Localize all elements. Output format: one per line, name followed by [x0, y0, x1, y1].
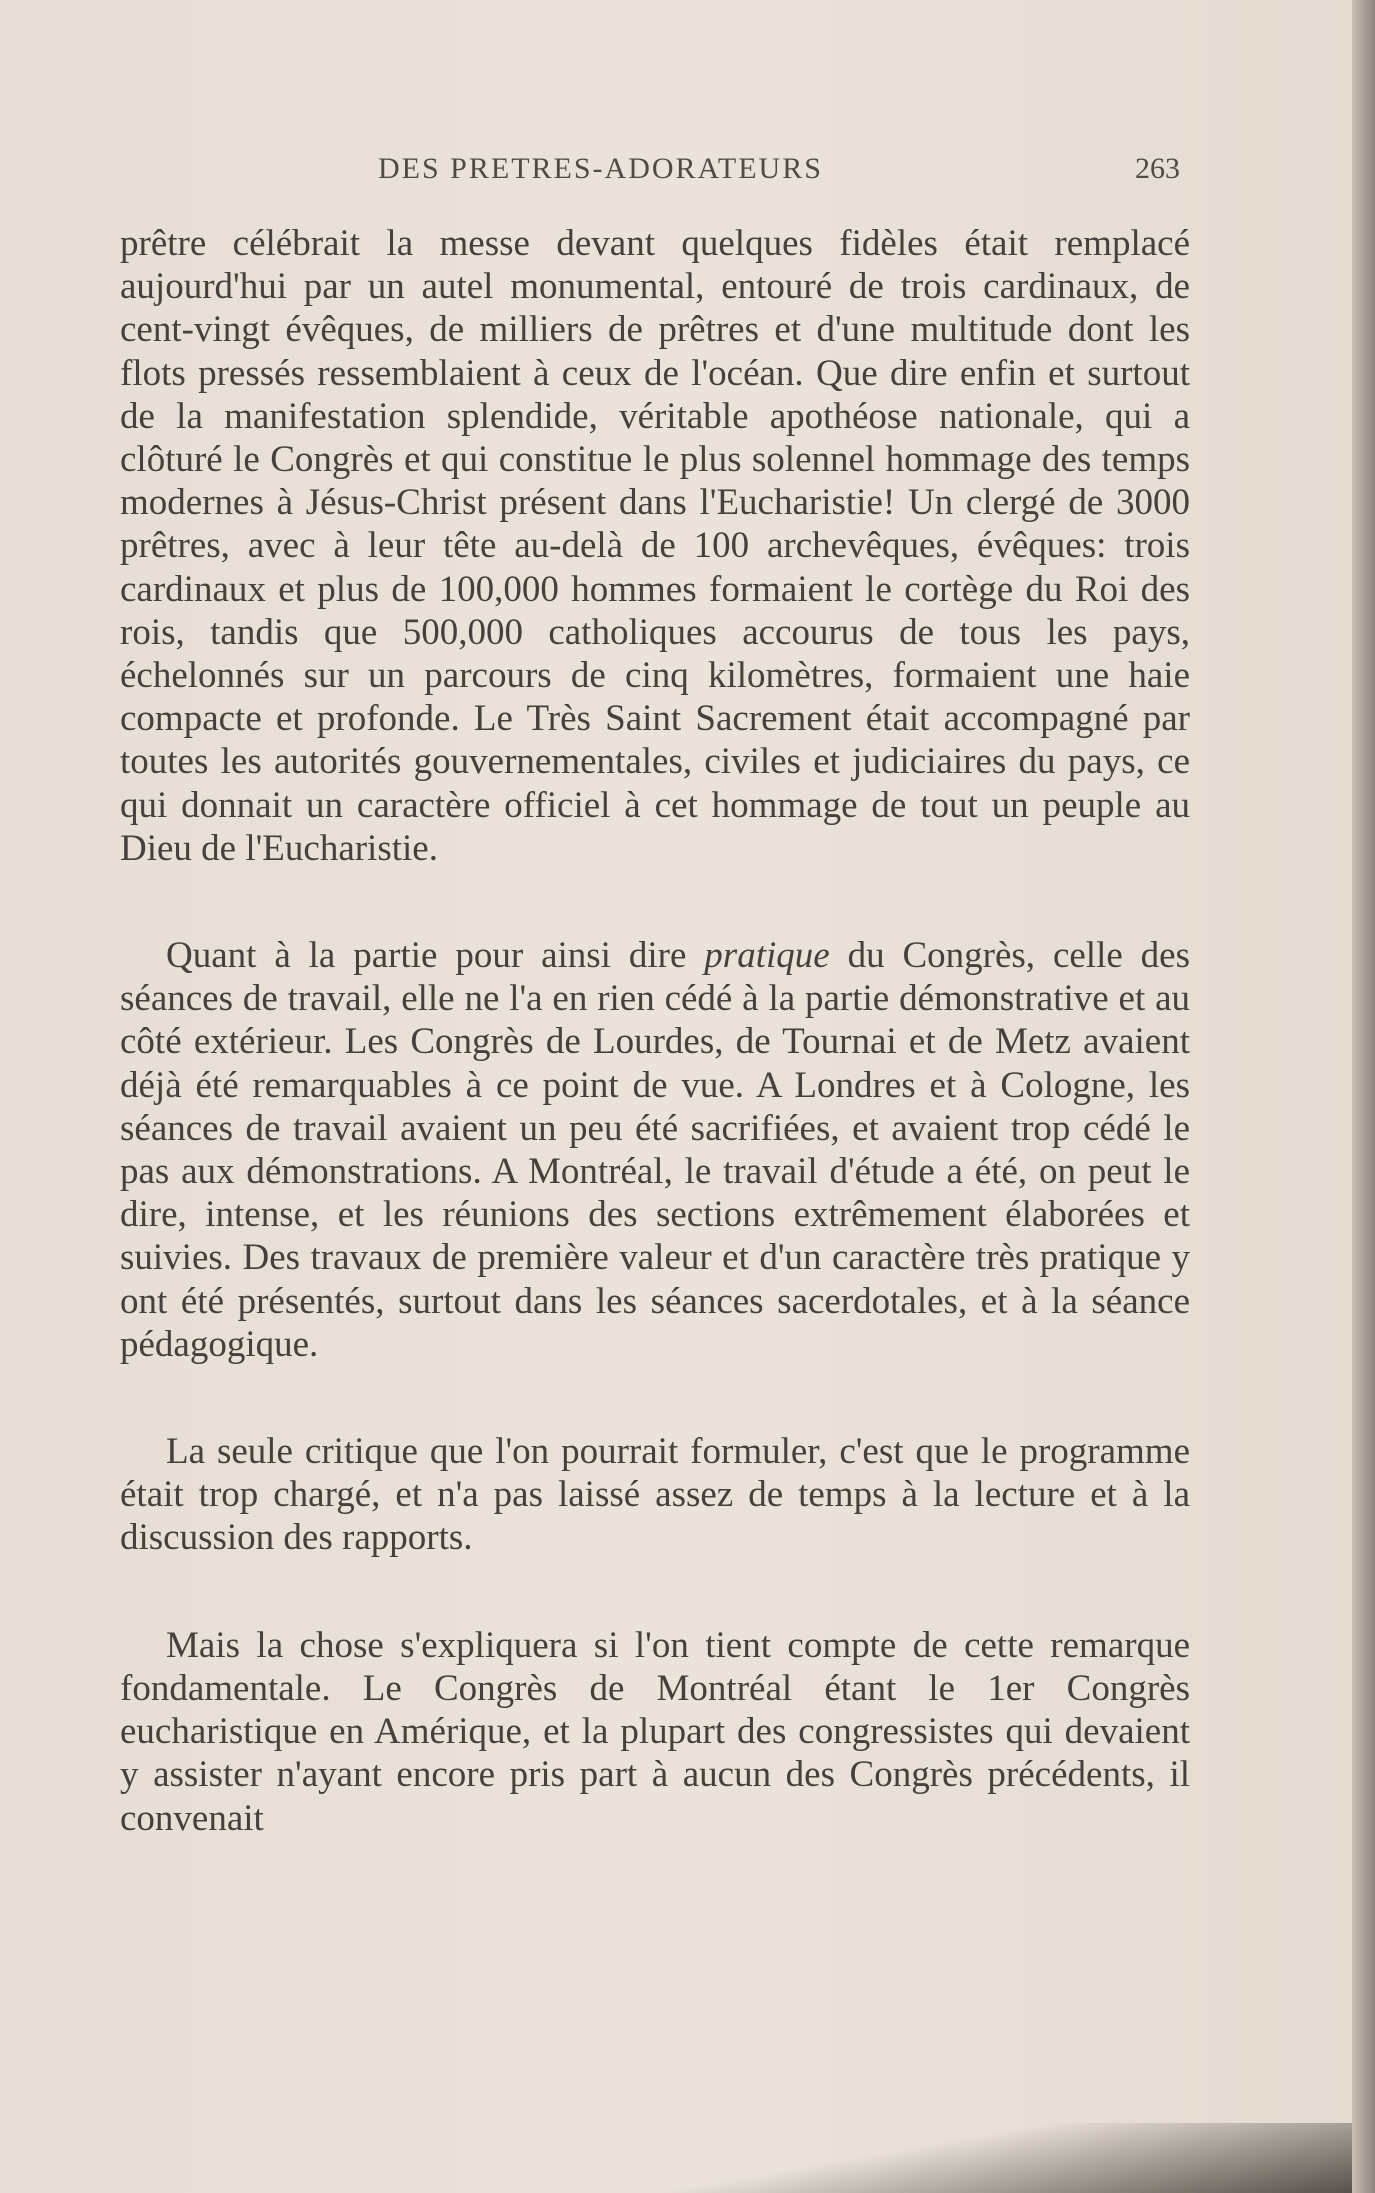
- paragraph-3: La seule critique que l'on pourrait formuler, c'est que le programme était trop chargé, et n'a pas laissé assez de temps à la lecture et à la discussion des rapports.: [120, 1431, 1190, 1559]
- italic-word-pratique: pratique: [704, 935, 830, 977]
- page-edge: [1352, 0, 1375, 2193]
- page-bottom-shadow: [0, 2123, 1352, 2193]
- running-head: [120, 152, 1180, 192]
- page-number: 263: [1135, 152, 1180, 185]
- paragraph-1: prêtre célébrait la messe devant quelques fidèles était remplacé aujourd'hui par un autel monumental, entouré de trois cardinaux, de cent-vingt évêques, de milliers de prêtres et d'une multitude dont les flots pressés ressemblaient à ceux de l'océan. Que dire enfin et surtout de la manifestation splendide, véritable apothéose nationale, qui a clôturé le Congrès et qui constitue le plus solennel hommage des temps modernes à Jésus-Christ présent dans l'Eucharistie! Un clergé de 3000 prêtres, avec à leur tête au-delà de 100 archevêques, évêques: trois cardinaux et plus de 100,000 hommes formaient le cortège du Roi des rois, tandis que 500,000 catholiques accourus de tous les pays, échelonnés sur un parcours de cinq kilomètres, formaient une haie compacte et profonde. Le Très Saint Sacrement était accompagné par toutes les autorités gouvernementales, civiles et judiciaires du pays, ce qui donnait un caractère officiel à cet hommage de tout un peuple au Dieu de l'Eucharistie.: [120, 223, 1190, 869]
- paragraph-2: [120, 934, 1190, 1366]
- paragraph-2-start: Quant à la partie pour ainsi dire: [166, 935, 705, 977]
- paragraph-2-rest: du Congrès, celle des séances de travail, elle ne l'a en rien cédé à la partie démonstrative et au côté extérieur. Les Congrès de Lourdes, de Tournai et de Metz avaient déjà été remarquables à ce point de vue. A Londres et à Cologne, les séances de travail avaient un peu été sacrifiées, et avaient trop cédé le pas aux démonstrations. A Montréal, le travail d'étude a été, on peut le dire, intense, et les réunions des sections extrêmement élaborées et suivies. Des travaux de première valeur et d'un caractère très pratique y ont été présentés, surtout dans les séances sacerdotales, et à la séance pédagogique.: [120, 935, 1190, 1365]
- running-title: DES PRETRES-ADORATEURS: [378, 152, 823, 185]
- body-text: [120, 222, 1190, 1840]
- paragraph-4: Mais la chose s'expliquera si l'on tient compte de cette remarque fondamentale. Le Congrès de Montréal étant le 1er Congrès eucharistique en Amérique, et la plupart des congressistes qui devaient y assister n'ayant encore pris part à aucun des Congrès précédents, il convenait: [120, 1624, 1190, 1839]
